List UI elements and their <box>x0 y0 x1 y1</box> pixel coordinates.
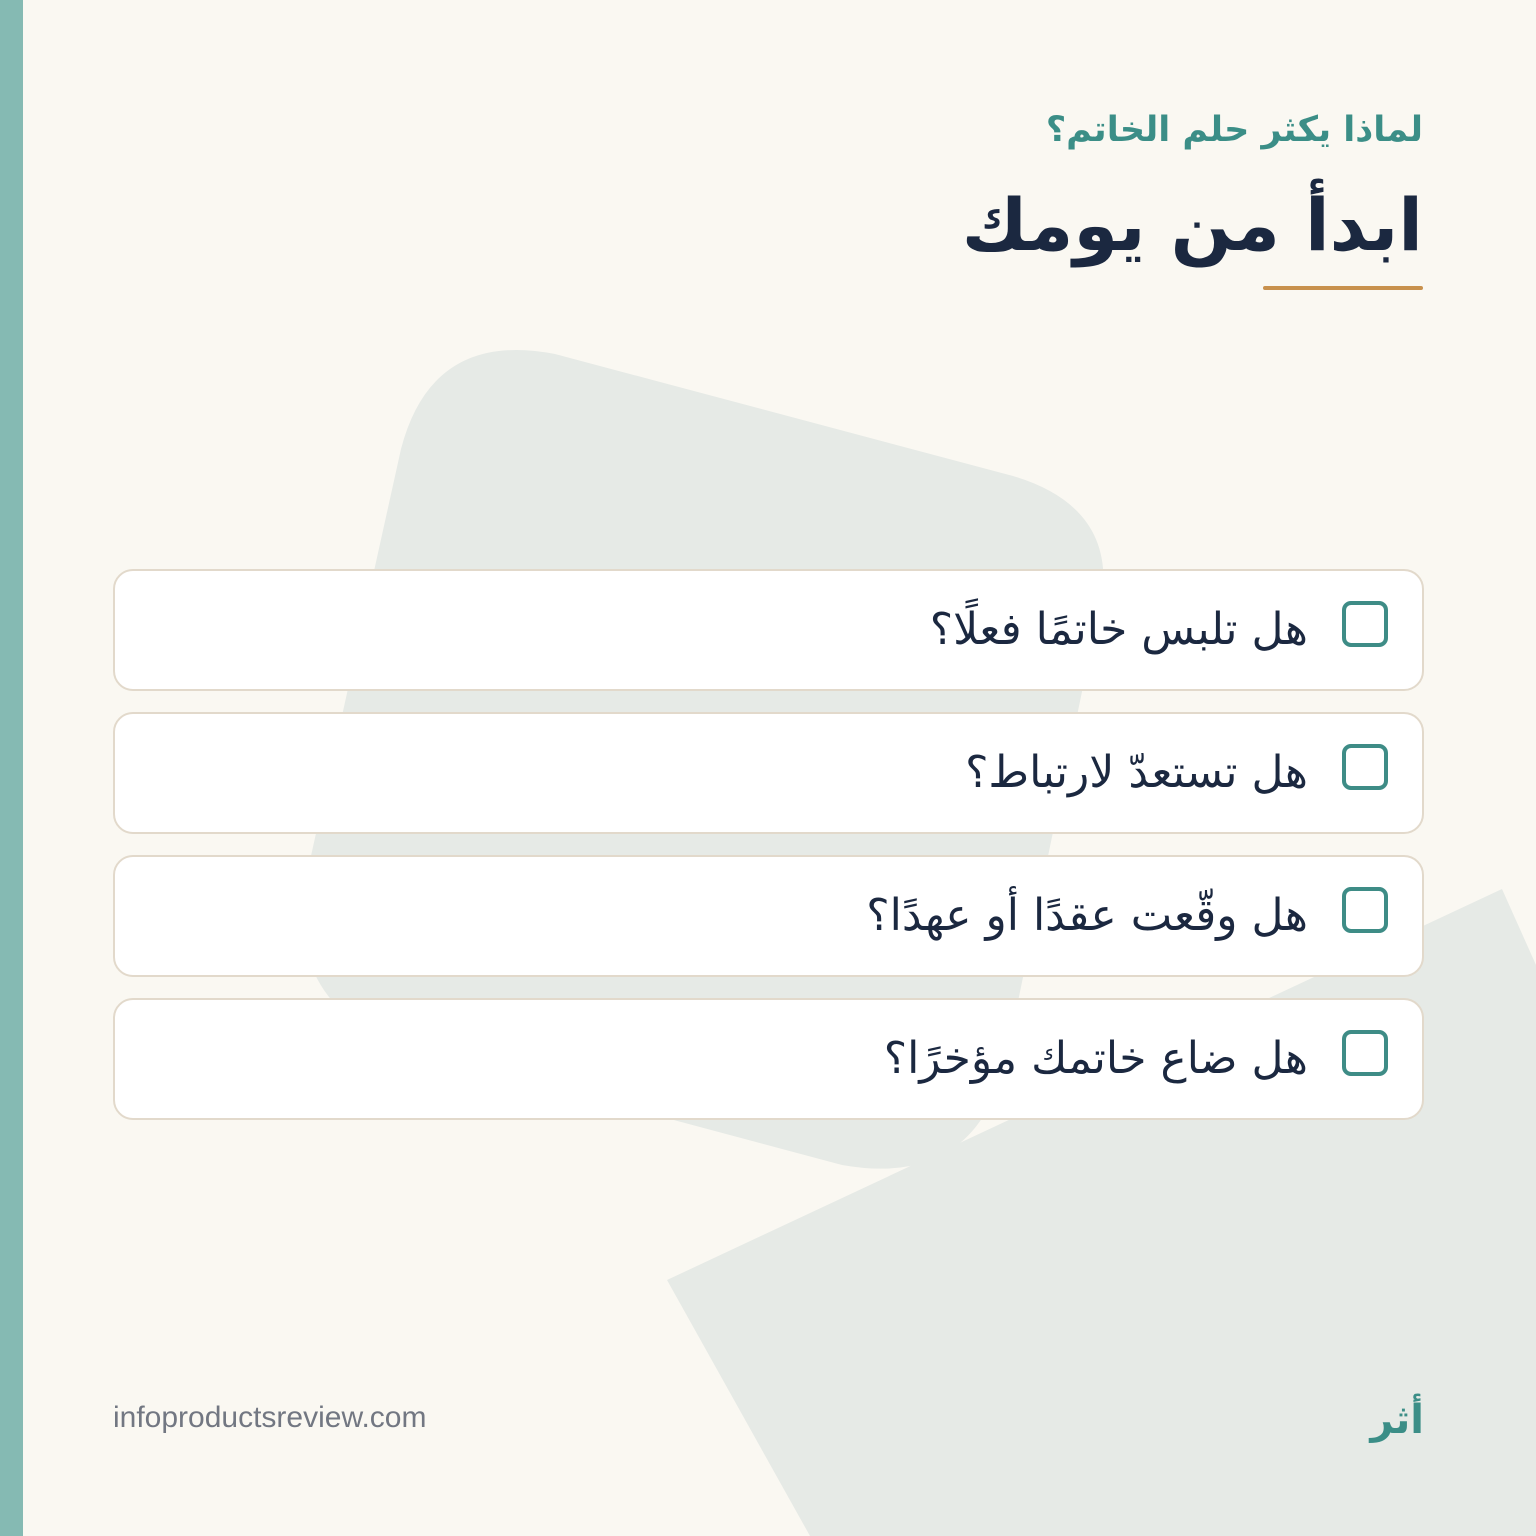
checkbox[interactable] <box>1342 601 1388 647</box>
checklist <box>113 569 1424 1141</box>
footer-url: infoproductsreview.com <box>113 1401 427 1434</box>
checklist-item[interactable] <box>113 998 1424 1120</box>
brand-logo: أثر <box>1370 1397 1424 1443</box>
header <box>523 100 1423 280</box>
checkbox[interactable] <box>1342 887 1388 933</box>
title-underline <box>1263 286 1423 290</box>
checklist-item[interactable] <box>113 569 1424 691</box>
page-title: ابدأ من يومك <box>961 183 1423 267</box>
checkbox[interactable] <box>1342 1030 1388 1076</box>
checklist-item[interactable] <box>113 855 1424 977</box>
kicker-question: لماذا يكثر حلم الخاتم؟ <box>1045 110 1423 150</box>
checkbox[interactable] <box>1342 744 1388 790</box>
checklist-item-label: هل تلبس خاتمًا فعلًا؟ <box>929 604 1308 655</box>
checklist-item-label: هل تستعدّ لارتباط؟ <box>965 747 1308 798</box>
checklist-item[interactable] <box>113 712 1424 834</box>
checklist-item-label: هل وقّعت عقدًا أو عهدًا؟ <box>866 890 1308 941</box>
checklist-item-label: هل ضاع خاتمك مؤخرًا؟ <box>883 1033 1308 1084</box>
left-accent-bar <box>0 0 23 1536</box>
